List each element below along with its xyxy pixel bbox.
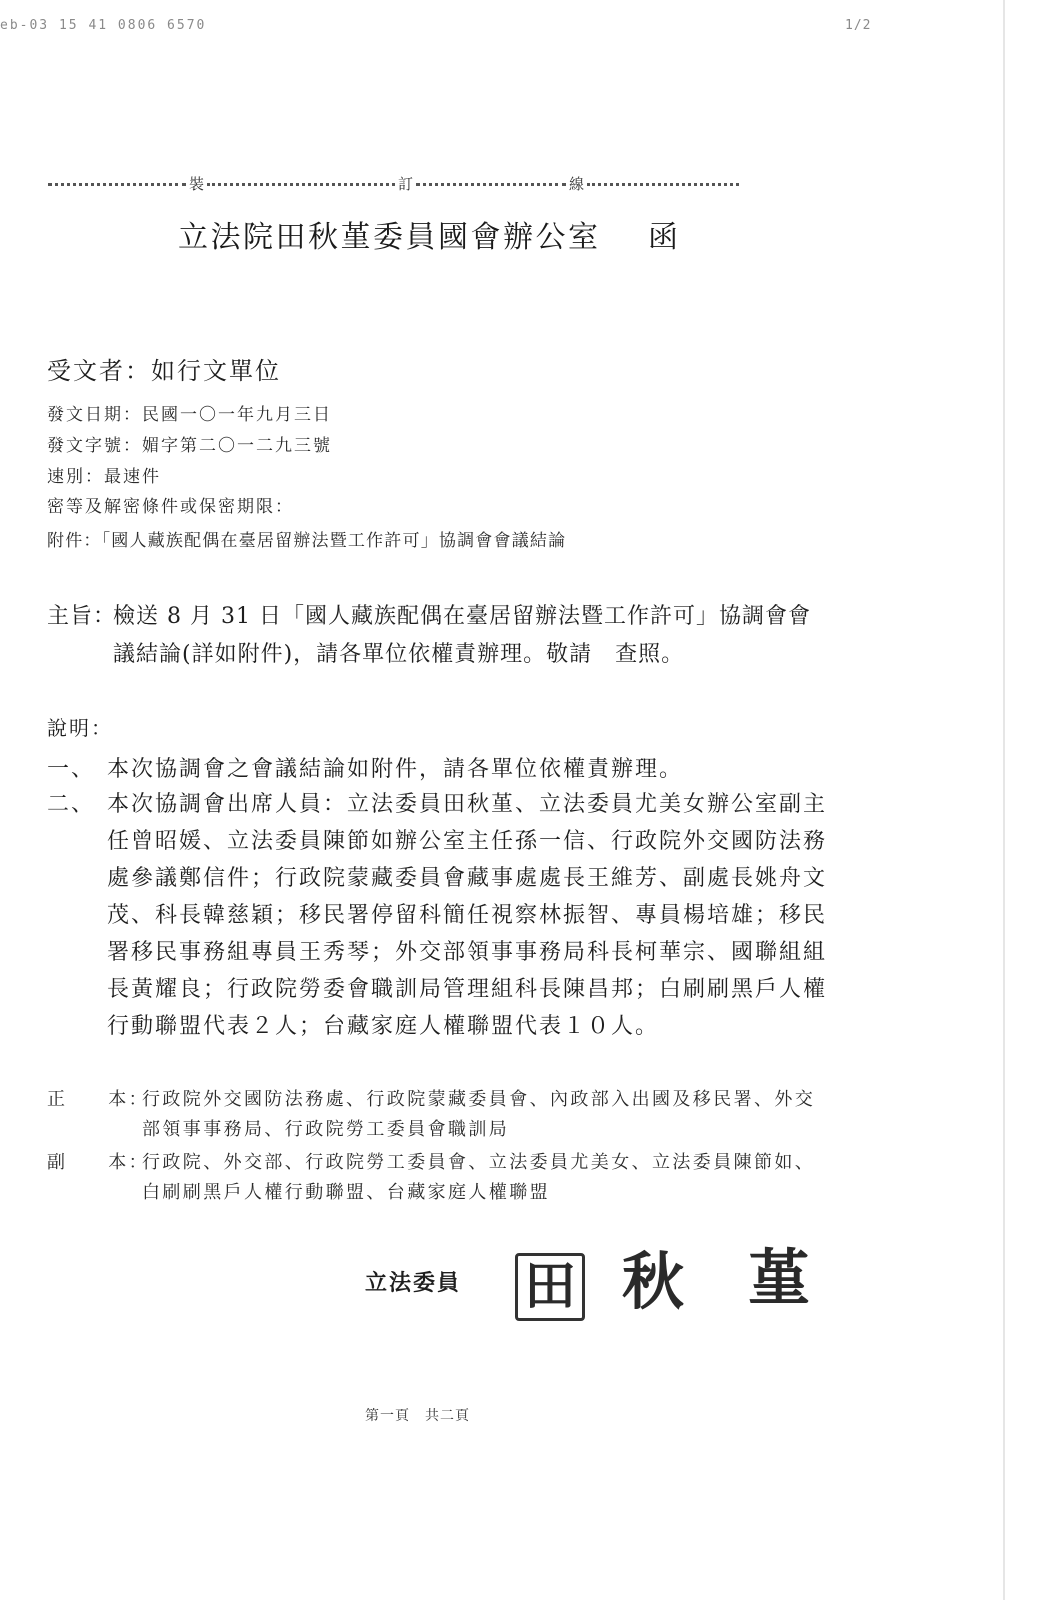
- meta-label: 速別：: [47, 467, 104, 487]
- binding-line: [48, 175, 748, 193]
- meta-label: 發文日期：: [47, 405, 142, 425]
- copies-line: 白刷刷黑戶人權行動聯盟、台藏家庭人權聯盟: [142, 1182, 550, 1203]
- meta-speed: [47, 467, 161, 487]
- explanation-item-line: 處參議鄭信件；行政院蒙藏委員會藏事處處長王維芳、副處長姚舟文: [107, 866, 828, 891]
- fax-header: eb-03 15 41 0806 6570: [0, 18, 207, 33]
- original-recipients-line: 行政院外交國防法務處、行政院蒙藏委員會、內政部入出國及移民署、外交: [142, 1089, 816, 1110]
- meta-value: 民國一〇一年九月三日: [142, 405, 332, 425]
- meta-value: 「國人藏族配偶在臺居留辦法暨工作許可」協調會會議結論: [101, 531, 567, 551]
- signature-char: 堇: [748, 1242, 811, 1315]
- binding-dots: [416, 183, 566, 186]
- explanation-item-line: 長黃耀良；行政院勞委會職訓局管理組科長陳昌邦；白刷刷黑戶人權: [107, 977, 828, 1002]
- subject-label: 主旨：: [47, 604, 117, 629]
- recipient-value: 如行文單位: [151, 357, 281, 385]
- explanation-item-line: 行動聯盟代表２人；台藏家庭人權聯盟代表１０人。: [107, 1014, 660, 1039]
- explanation-item-line: 本次協調會之會議結論如附件，請各單位依權責辦理。: [107, 757, 684, 782]
- document-title: 立法院田秋堇委員國會辦公室: [178, 220, 601, 255]
- signature-char: 秋: [622, 1245, 685, 1318]
- meta-confidentiality: [47, 497, 294, 517]
- meta-label: 密等及解密條件或保密期限：: [47, 497, 294, 517]
- page-indicator: 1/2: [845, 18, 872, 33]
- recipient-line: [47, 357, 281, 386]
- page-number-footer: 第一頁 共二頁: [365, 1408, 470, 1424]
- subject-line: 議結論(詳如附件)，請各單位依權責辦理。敬請 查照。: [113, 642, 685, 667]
- binding-dots: [48, 183, 186, 186]
- explanation-item-line: 茂、科長韓慈穎；移民署停留科簡任視察林振智、專員楊培雄；移民: [107, 903, 828, 928]
- page-edge-shadow: [1003, 0, 1005, 1600]
- recipient-label: 受文者：: [47, 357, 151, 385]
- binding-dots: [587, 183, 739, 186]
- copies-line: 行政院、外交部、行政院勞工委員會、立法委員尤美女、立法委員陳節如、: [142, 1152, 816, 1173]
- binding-dots: [207, 183, 395, 186]
- meta-issue-date: [47, 405, 332, 425]
- explanation-item-line: 任曾昭媛、立法委員陳節如辦公室主任孫一信、行政院外交國防法務: [107, 829, 828, 854]
- signature-seal-char: 田: [515, 1253, 585, 1321]
- binding-char-zhuang: 裝: [189, 175, 205, 193]
- meta-value: 最速件: [104, 467, 161, 487]
- document-type: 函: [648, 220, 681, 255]
- explanation-item-line: 署移民事務組專員王秀琴；外交部領事事務局科長柯華宗、國聯組組: [107, 940, 828, 965]
- binding-char-xian: 線: [569, 175, 585, 193]
- explanation-heading: 說明：: [47, 716, 113, 740]
- explanation-item-number: 一、: [47, 757, 96, 782]
- explanation-item-number: 二、: [47, 792, 96, 817]
- binding-char-ding: 訂: [398, 175, 414, 193]
- explanation-item-line: 本次協調會出席人員：立法委員田秋堇、立法委員尤美女辦公室副主: [107, 792, 828, 817]
- subject-line: 檢送 8 月 31 日「國人藏族配偶在臺居留辦法暨工作許可」協調會會: [113, 604, 811, 629]
- meta-label: 附件：: [47, 531, 102, 551]
- meta-document-number: [47, 436, 332, 456]
- signature-title: 立法委員: [365, 1270, 462, 1296]
- meta-label: 發文字號：: [47, 436, 142, 456]
- copies-label: 副 本：: [47, 1152, 149, 1173]
- original-recipients-line: 部領事事務局、行政院勞工委員會職訓局: [142, 1119, 510, 1140]
- original-recipients-label: 正 本：: [47, 1089, 149, 1110]
- meta-attachment: [47, 531, 566, 551]
- meta-value: 媚字第二〇一二九三號: [142, 436, 332, 456]
